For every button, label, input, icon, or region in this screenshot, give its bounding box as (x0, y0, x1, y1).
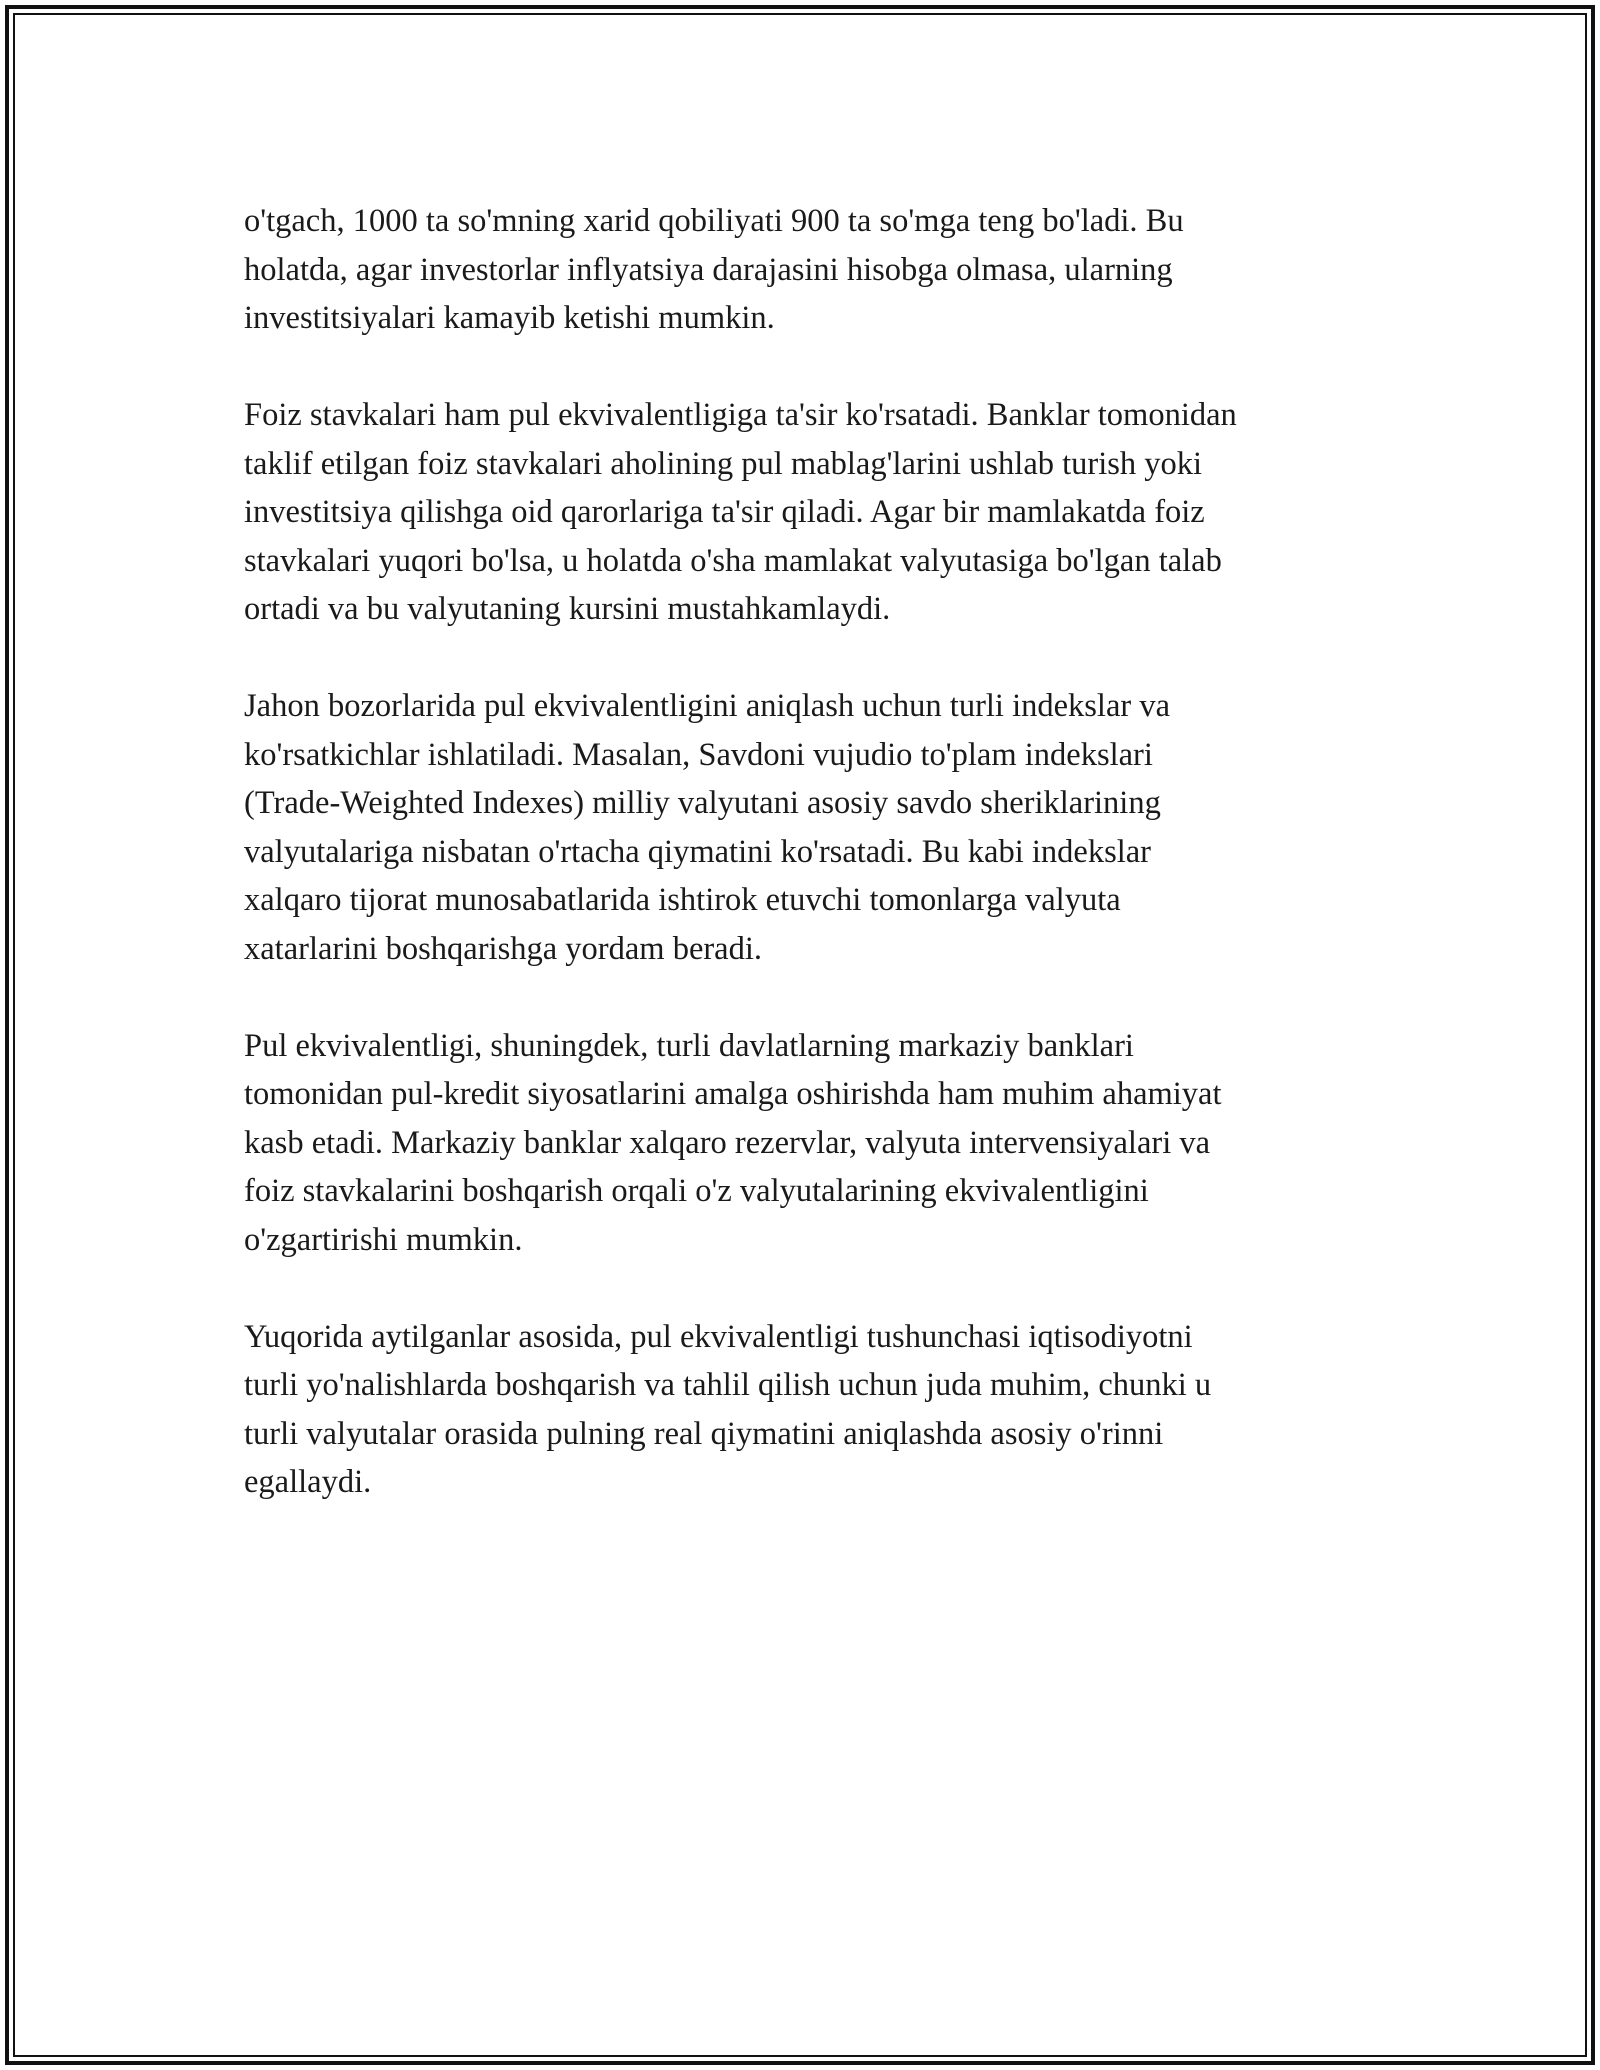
paragraph-central-banks: Pul ekvivalentligi, shuningdek, turli davlatlarning markaziy banklari tomonidan pul-kredit siyosatlarini amalga oshirishda ham muhim ahamiyat kasb etadi. Markaziy banklar xalqaro rezervlar, valyuta intervensiyalari va foiz stavkalarini boshqarish orqali o'z valyutalarining ekvivalentligini o'zgartirishi mumkin. (244, 1027, 1222, 1258)
paragraph-conclusion: Yuqorida aytilganlar asosida, pul ekvivalentligi tushunchasi iqtisodiyotni turli yo'nalishlarda boshqarish va tahlil qilish uchun juda muhim, chunki u turli valyutalar orasida pulning real qiymatini aniqlashda asosiy o'rinni egallaydi. (244, 1318, 1212, 1500)
page-frame (5, 5, 1595, 2065)
paragraph-inflation: o'tgach, 1000 ta so'mning xarid qobiliyati 900 ta so'mga teng bo'ladi. Bu holatda, agar investorlar inflyatsiya darajasini hisobga olmasa, ularning investitsiyalari kamayib ketishi mumkin. (244, 203, 1184, 336)
paragraph-indexes: Jahon bozorlarida pul ekvivalentligini aniqlash uchun turli indekslar va ko'rsatkichlar ishlatiladi. Masalan, Savdoni vujudio to'plam indekslari (Trade-Weighted Indexes) milliy valyutani asosiy savdo sheriklarining valyutalariga nisbatan o'rtacha qiymatini ko'rsatadi. Bu kabi indekslar xalqaro tijorat munosabatlarida ishtirok etuvchi tomonlarga valyuta xatarlarini boshqarishga yordam beradi. (244, 688, 1171, 967)
paragraph-interest-rates: Foiz stavkalari ham pul ekvivalentligiga ta'sir ko'rsatadi. Banklar tomonidan taklif etilgan foiz stavkalari aholining pul mablag'larini ushlab turish yoki investitsiya qilishga oid qarorlariga ta'sir qiladi. Agar bir mamlakatda foiz stavkalari yuqori bo'lsa, u holatda o'sha mamlakat valyutasiga bo'lgan talab ortadi va bu valyutaning kursini mustahkamlaydi. (244, 397, 1237, 627)
document-body (244, 197, 1384, 1555)
